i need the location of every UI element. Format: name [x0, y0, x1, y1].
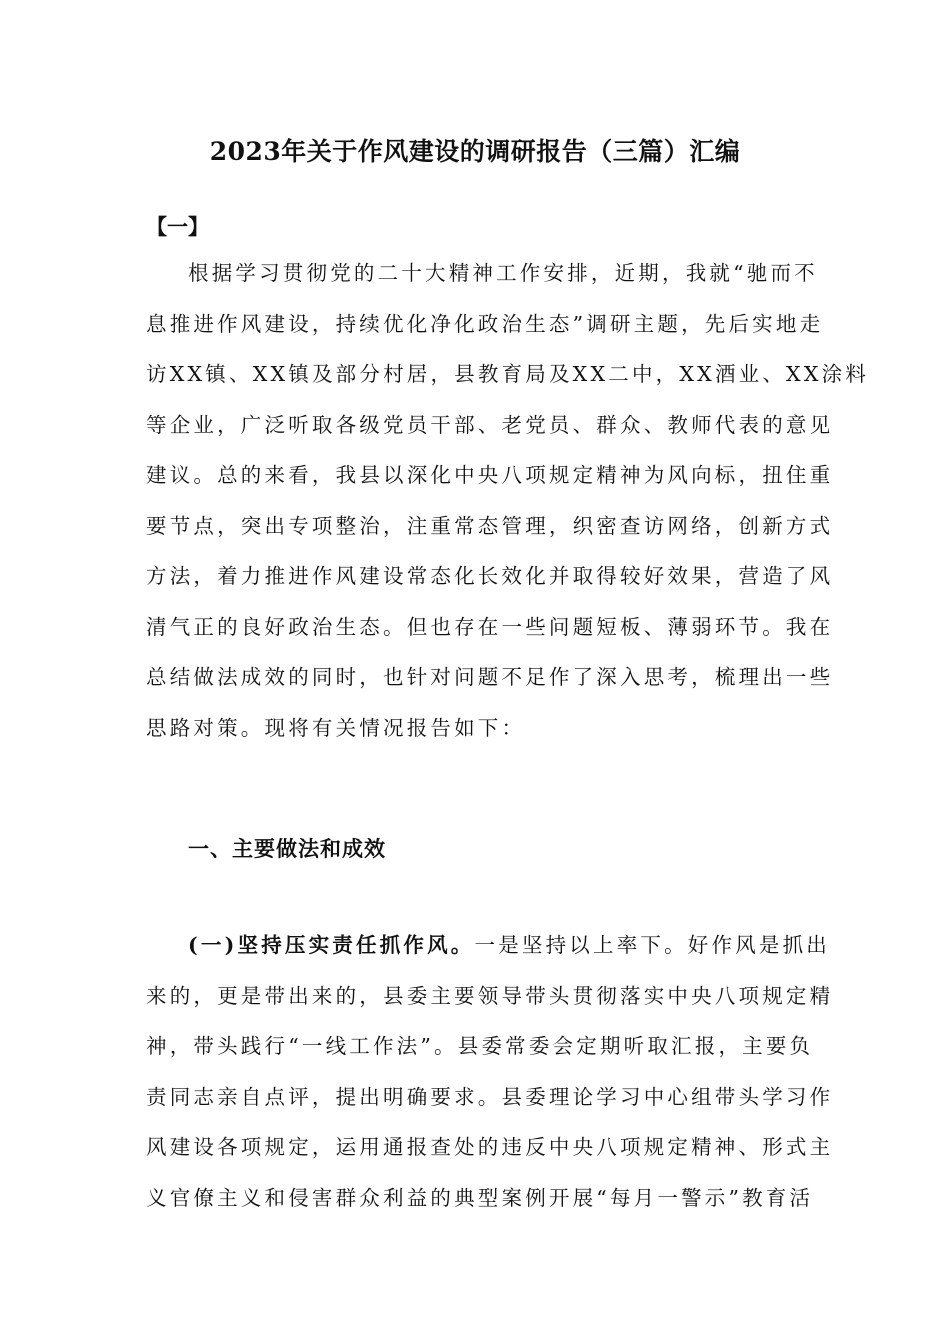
paragraph-line: 建议。总的来看，我县以深化中央八项规定精神为风向标，扭住重 [146, 463, 834, 487]
paragraph-line: 义官僚主义和侵害群众利益的典型案例开展“每月一警示”教育活 [146, 1185, 814, 1210]
paragraph-practices [146, 920, 834, 1223]
paragraph-line-rest: 一是坚持以上率下。好作风是抓出 [474, 933, 830, 957]
paragraph-line: 根据学习贯彻党的二十大精神工作安排，近期，我就“驰而不 [188, 261, 818, 285]
paragraph-line: 思路对策。现将有关情况报告如下： [146, 715, 526, 740]
paragraph-line: 清气正的良好政治生态。但也存在一些问题短板、薄弱环节。我在 [146, 614, 834, 639]
paragraph-first-line [146, 920, 830, 971]
paragraph-line: 访XX镇、XX镇及部分村居，县教育局及XX二中，XX酒业、XX涂料 [146, 362, 870, 386]
paragraph-line: 风建设各项规定，运用通报查处的违反中央八项规定精神、形式主 [146, 1135, 834, 1159]
paragraph-line: 总结做法成效的同时，也针对问题不足作了深入思考，梳理出一些 [146, 665, 834, 689]
section-heading: 一、主要做法和成效 [188, 836, 386, 861]
paragraph-line: 要节点，突出专项整治，注重常态管理，织密查访网络，创新方式 [146, 513, 834, 538]
document-title: 2023年关于作风建设的调研报告（三篇）汇编 [209, 137, 741, 166]
paragraph-line: 息推进作风建设，持续优化净化政治生态”调研主题，先后实地走 [146, 311, 824, 336]
section-marker: 【一】 [146, 214, 209, 239]
paragraph-line: 责同志亲自点评，提出明确要求。县委理论学习中心组带头学习作 [146, 1084, 834, 1109]
paragraph-intro [146, 248, 870, 753]
paragraph-line: 来的，更是带出来的，县委主要领导带头贯彻落实中央八项规定精 [146, 983, 834, 1008]
paragraph-line: 神，带头践行“一线工作法”。县委常委会定期听取汇报，主要负 [146, 1034, 814, 1058]
paragraph-line: 方法，着力推进作风建设常态化长效化并取得较好效果，营造了风 [146, 564, 834, 588]
paragraph-lead-heading: (一)坚持压实责任抓作风。 [188, 933, 475, 957]
paragraph-line: 等企业，广泛听取各级党员干部、老党员、群众、教师代表的意见 [146, 412, 834, 437]
